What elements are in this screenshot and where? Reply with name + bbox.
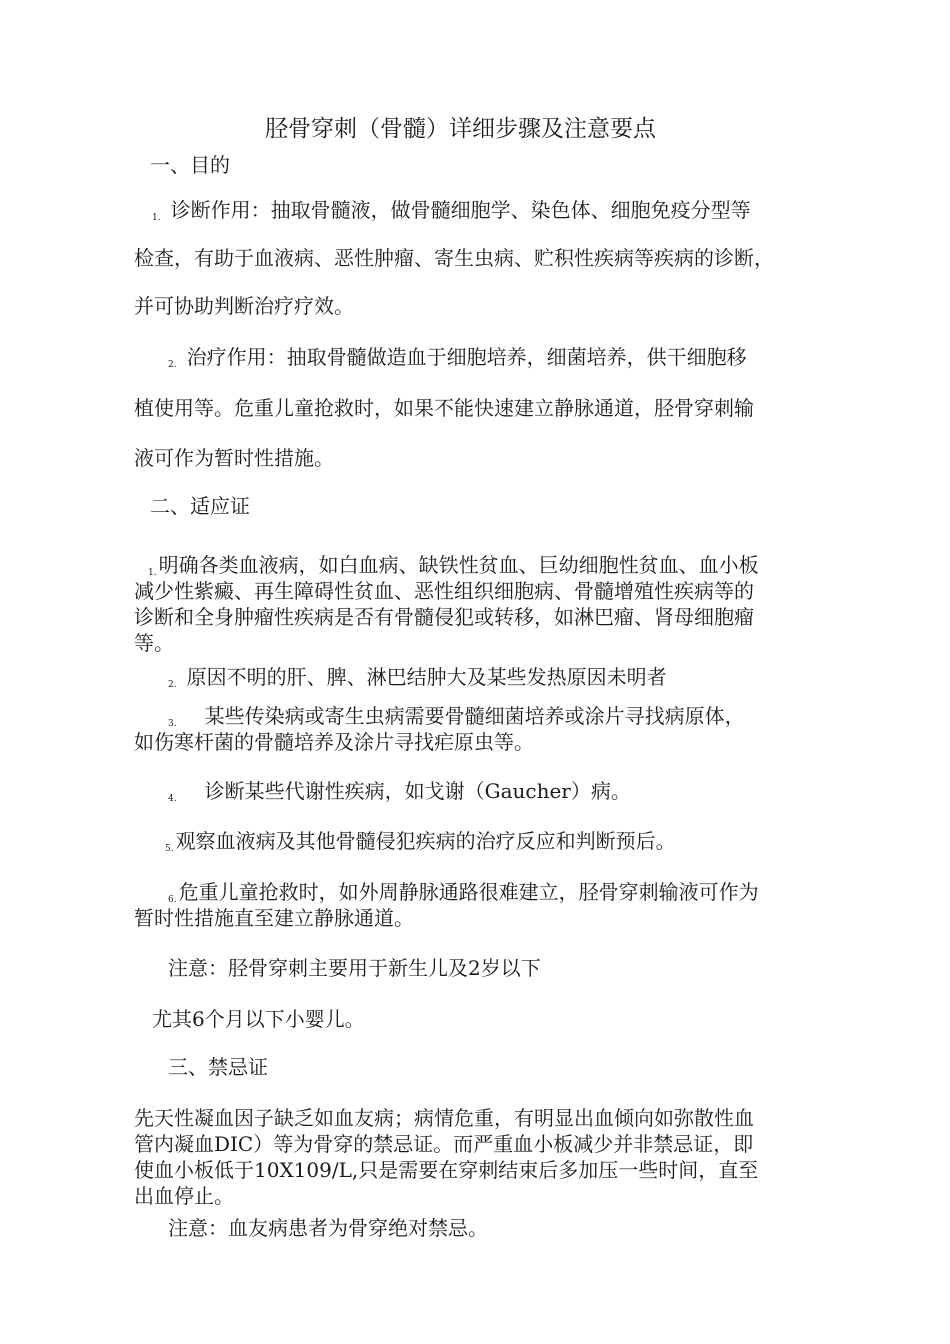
item-number: 2.	[168, 680, 177, 690]
indication-item-2: 2. 原因不明的肝、脾、淋巴结肿大及某些发热原因未明者	[168, 665, 667, 690]
indication-item-3-line-1: 3. 某些传染病或寄生虫病需要骨髓细菌培养或涂片寻找病原体，	[168, 704, 745, 729]
contraindication-para-line-2: 管内凝血DIC）等为骨穿的禁忌证。而严重血小板减少并非禁忌证，即	[134, 1132, 754, 1156]
indication-item-6-line-1: 6. 危重儿童抢救时，如外周静脉通路很难建立，胫骨穿刺输液可作为	[168, 880, 759, 905]
indication-item-6-line-2: 暂时性措施直至建立静脉通道。	[134, 906, 414, 930]
indication-item-3-line-2: 如伤寒杆菌的骨髓培养及涂片寻找疟原虫等。	[134, 730, 534, 754]
purpose-item-1-line-2: 检查，有助于血液病、恶性肿瘤、寄生虫病、贮积性疾病等疾病的诊断，	[134, 246, 774, 270]
purpose-item-1-line-1: 1. 诊断作用：抽取骨髓液，做骨髓细胞学、染色体、细胞免疫分型等	[152, 198, 751, 223]
contraindication-para-line-4: 出血停止。	[134, 1184, 234, 1208]
purpose-item-2-line-1: 2. 治疗作用：抽取骨髓做造血于细胞培养，细菌培养，供干细胞移	[168, 345, 747, 370]
purpose-item-2-line-2: 植使用等。危重儿童抢救时，如果不能快速建立静脉通道，胫骨穿刺输	[134, 396, 754, 420]
indication-item-1-line-2: 减少性紫癜、再生障碍性贫血、恶性组织细胞病、骨髓增殖性疾病等的	[134, 579, 754, 603]
indication-item-1-line-3: 诊断和全身肿瘤性疾病是否有骨髓侵犯或转移，如淋巴瘤、肾母细胞瘤	[134, 605, 754, 629]
contraindication-para-line-3: 使血小板低于10X109/L,只是需要在穿刺结束后多加压一些时间，直至	[134, 1158, 759, 1182]
purpose-item-1-line-3: 并可协助判断治疗疗效。	[134, 294, 354, 318]
item-number: 4.	[168, 794, 177, 804]
item-number: 2.	[168, 360, 177, 370]
indication-item-4: 4. 诊断某些代谢性疾病，如戈谢（Gaucher）病。	[168, 779, 631, 804]
contraindication-note: 注意：血友病患者为骨穿绝对禁忌。	[168, 1216, 488, 1240]
item-number: 1.	[148, 568, 157, 578]
document-title: 胫骨穿刺（骨髓）详细步骤及注意要点	[265, 116, 656, 142]
indication-item-1-line-4: 等。	[134, 631, 174, 655]
section-heading-contraindications: 三、禁忌证	[168, 1055, 268, 1079]
section-heading-indications: 二、适应证	[150, 494, 250, 518]
indication-item-1-line-1: 1. 明确各类血液病，如白血病、缺铁性贫血、巨幼细胞性贫血、血小板	[148, 553, 759, 578]
item-number: 6.	[168, 895, 177, 905]
item-number: 3.	[168, 719, 177, 729]
indication-note-line-2: 尤其6个月以下小婴儿。	[152, 1007, 365, 1031]
contraindication-para-line-1: 先天性凝血因子缺乏如血友病；病情危重，有明显出血倾向如弥散性血	[134, 1106, 754, 1130]
section-heading-purpose: 一、目的	[150, 153, 230, 177]
indication-item-5: 5. 观察血液病及其他骨髓侵犯疾病的治疗反应和判断预后。	[165, 829, 676, 854]
item-number: 1.	[152, 213, 161, 223]
item-number: 5.	[165, 844, 174, 854]
purpose-item-2-line-3: 液可作为暂时性措施。	[134, 446, 334, 470]
indication-note-line-1: 注意：胫骨穿刺主要用于新生儿及2岁以下	[168, 956, 541, 980]
